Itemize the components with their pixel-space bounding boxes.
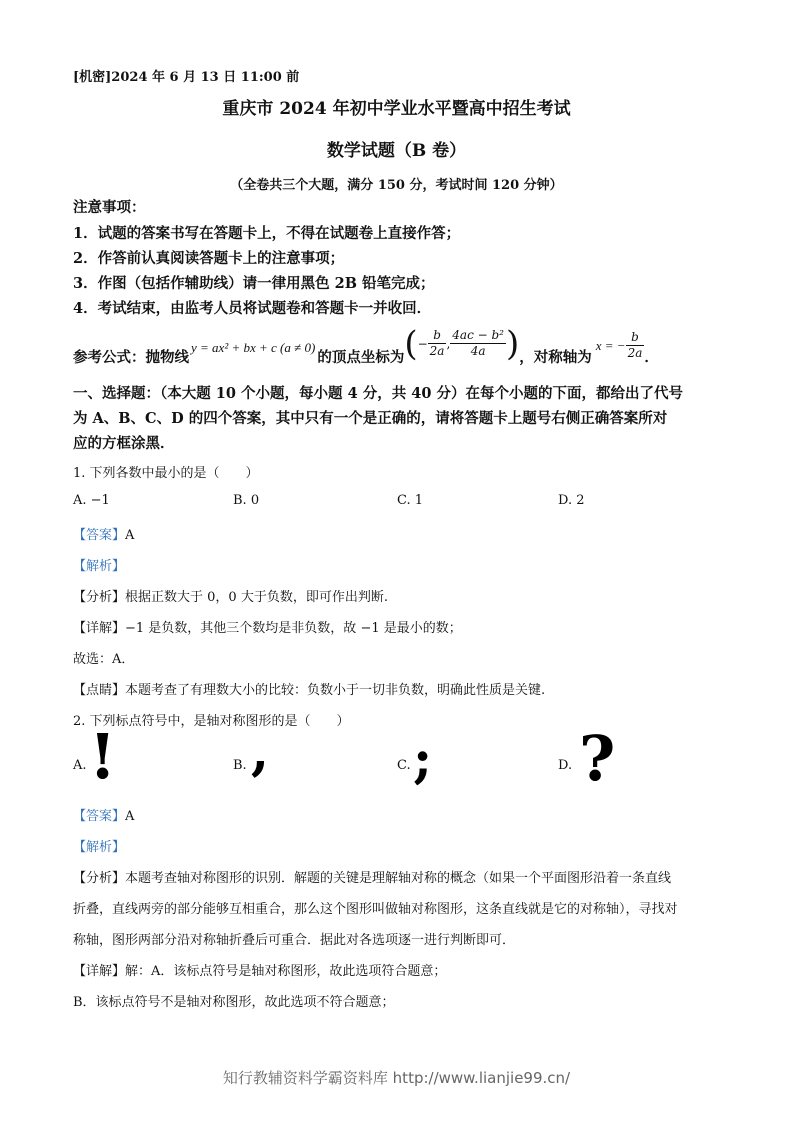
- q1-stem: 1. 下列各数中最小的是（ ）: [73, 466, 259, 481]
- comma-glyph: ,: [251, 721, 270, 782]
- q1-option-d: D. 2: [558, 493, 585, 508]
- answer-tag: 【答案】: [73, 528, 126, 543]
- dianjing-tag: 【点睛】: [73, 683, 126, 698]
- vertex-label: 的顶点坐标为: [317, 349, 405, 366]
- q2-fenxi-cont: 称轴，图形两部分沿对称轴折叠后可重合．据此对各选项逐一进行判断即可．: [73, 933, 516, 948]
- xiangjie-text: 解：A．该标点符号是轴对称图形，故此选项符合题意；: [125, 964, 447, 979]
- answer-value: A: [125, 809, 135, 824]
- q2-option-b-analysis: B．该标点符号不是轴对称图形，故此选项不符合题意；: [73, 995, 395, 1010]
- notes-heading: 注意事项：: [73, 199, 146, 216]
- exam-info: （全卷共三个大题，满分 150 分，考试时间 120 分钟）: [230, 178, 563, 193]
- answer-value: A: [125, 528, 135, 543]
- section-line: 应的方框涂黑．: [73, 435, 175, 452]
- q2-stem: 2. 下列标点符号中，是轴对称图形的是（ ）: [73, 714, 350, 729]
- exam-title: 重庆市 2024 年初中学业水平暨高中招生考试: [222, 99, 571, 119]
- q1-analysis-tag: 【解析】: [73, 559, 126, 574]
- axis-fraction: [626, 330, 645, 361]
- section-line: 一、选择题：（本大题 10 个小题，每小题 4 分，共 40 分）在每个小题的下面，都给出了代号: [73, 385, 683, 402]
- note-item: 1．试题的答案书写在答题卡上，不得在试题卷上直接作答；: [73, 225, 461, 242]
- vertex-y-denominator: 4a: [470, 344, 486, 358]
- fenxi-text: 根据正数大于 0，0 大于负数，即可作出判断.: [125, 590, 388, 605]
- q1-option-a: A. −1: [73, 493, 110, 508]
- axis-formula: [596, 330, 645, 361]
- axis-lhs: x = −: [595, 337, 626, 353]
- vertex-y-numerator: 4ac − b²: [452, 328, 504, 342]
- parabola-equation: y = ax² + bx + c (a ≠ 0): [191, 339, 316, 355]
- note-item: 2．作答前认真阅读答题卡上的注意事项；: [73, 250, 345, 267]
- q2-answer: [73, 805, 134, 824]
- fenxi-tag: 【分析】: [73, 590, 126, 605]
- exam-subtitle: 数学试题（B 卷）: [326, 141, 467, 161]
- formula-lead: 参考公式：抛物线: [73, 349, 189, 366]
- semicolon-glyph: ;: [413, 729, 433, 790]
- vertex-x-fraction: [428, 328, 447, 359]
- section-line: 为 A、B、C、D 的四个答案，其中只有一个是正确的，请将答题卡上题号右侧正确答案所对: [73, 410, 668, 427]
- xiangjie-tag: 【详解】: [73, 621, 126, 636]
- q1-dianjing: [73, 679, 545, 698]
- q2-option-a-label: A.: [73, 758, 87, 773]
- formula-end: ．: [644, 349, 659, 366]
- vertex-y-fraction: [450, 328, 506, 359]
- vertex-x-numerator: b: [428, 328, 447, 344]
- question-mark-glyph: ?: [579, 722, 616, 795]
- footer-watermark: 知行教辅资料学霸资料库 http://www.lianjie99.cn/: [222, 1069, 571, 1087]
- q2-xiangjie: [73, 960, 446, 979]
- q1-xiangjie: [73, 617, 462, 636]
- note-item: 3．作图（包括作辅助线）请一律用黑色 2B 铅笔完成；: [73, 275, 435, 292]
- xiangjie-tag: 【详解】: [73, 964, 126, 979]
- q2-fenxi: [73, 867, 671, 886]
- dianjing-text: 本题考查了有理数大小的比较：负数小于一切非负数，明确此性质是关键.: [125, 683, 546, 698]
- reference-formula: [73, 323, 659, 367]
- answer-tag: 【答案】: [73, 809, 126, 824]
- vertex-coordinate: ( − $\frac{b}{2a}$ , $\frac{\text{4ac − b²}}{4a}$ ): [404, 323, 520, 364]
- axis-numerator: b: [626, 330, 645, 346]
- q1-fenxi: [73, 586, 388, 605]
- note-item: 4．考试结束，由监考人员将试题卷和答题卡一并收回．: [73, 300, 432, 317]
- exclamation-mark-glyph: !: [89, 720, 117, 793]
- axis-label: ，对称轴为: [519, 349, 592, 366]
- q2-option-d-label: D.: [558, 758, 573, 773]
- q1-answer: [73, 524, 134, 543]
- paren-close: ): [505, 323, 520, 364]
- q2-fenxi-cont: 折叠，直线两旁的部分能够互相重合，那么这个图形叫做轴对称图形，这条直线就是它的对称轴），寻找对: [73, 902, 678, 917]
- paren-open: (: [404, 323, 418, 364]
- xiangjie-text: −1 是负数，其他三个数均是非负数，故 −1 是最小的数；: [125, 621, 462, 636]
- vertex-x-denominator: 2a: [429, 344, 445, 358]
- q1-option-c: C. 1: [397, 493, 424, 508]
- q2-option-b-label: B.: [233, 758, 247, 773]
- q1-option-b: B. 0: [233, 493, 260, 508]
- confidential-note: [机密]2024 年 6 月 13 日 11:00 前: [73, 70, 300, 85]
- axis-denominator: 2a: [627, 346, 643, 360]
- q2-option-c-label: C.: [397, 758, 411, 773]
- fenxi-text: 本题考查轴对称图形的识别．解题的关键是理解轴对称的概念（如果一个平面图形沿着一条直线: [125, 871, 672, 886]
- q1-guxuan: 故选：A．: [73, 652, 135, 667]
- q2-analysis-tag: 【解析】: [73, 840, 126, 855]
- fenxi-tag: 【分析】: [73, 871, 126, 886]
